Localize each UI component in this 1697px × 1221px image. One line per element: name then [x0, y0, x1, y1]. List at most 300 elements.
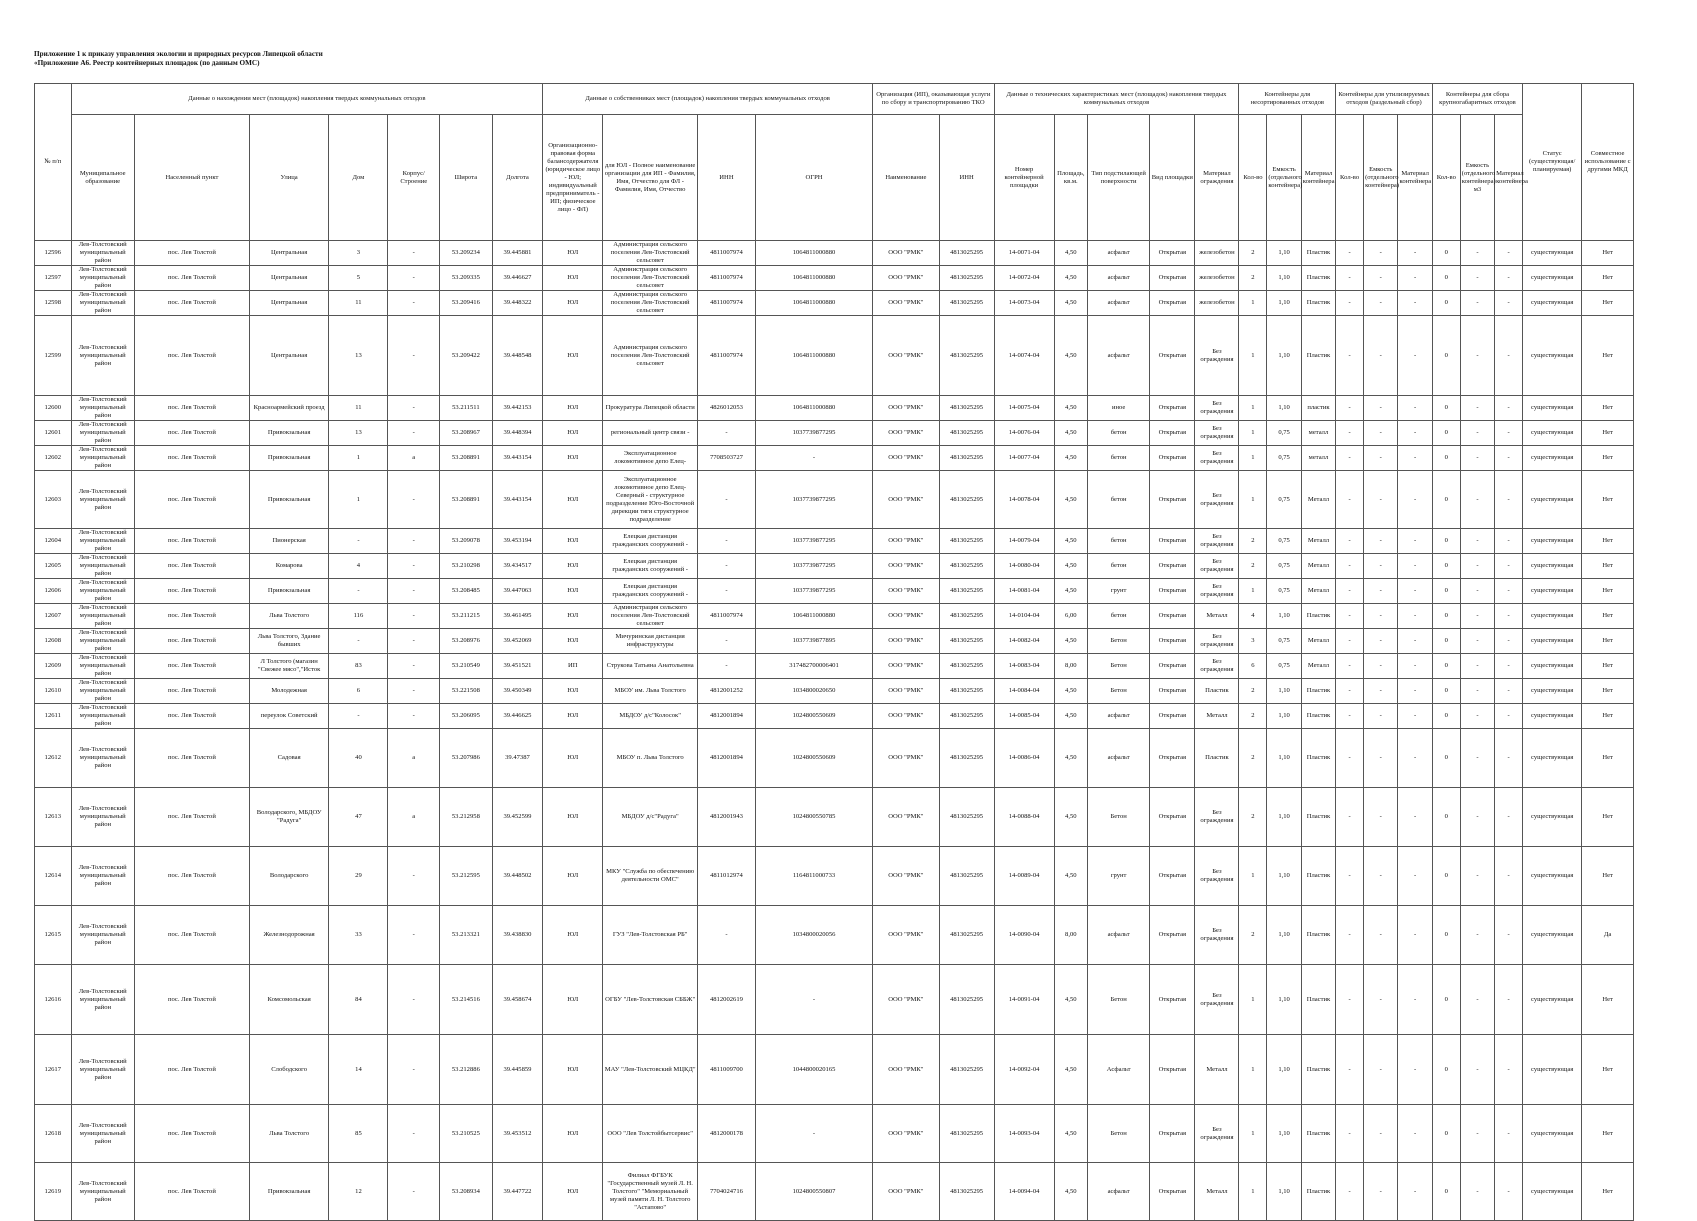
cell-site-number: 14-0083-04 — [994, 654, 1054, 679]
cell-lon: 39.446625 — [492, 704, 543, 729]
cell-unsorted-capacity: 1,10 — [1267, 679, 1301, 704]
cell-unsorted-capacity: 1,10 — [1267, 847, 1301, 906]
cell-recycle-qty: - — [1336, 554, 1364, 579]
cell-street: Садовая — [249, 729, 329, 788]
table-row — [35, 396, 1634, 421]
col-site-number: Номер контейнерной площадки — [994, 115, 1054, 241]
cell-operator-inn: 4813025295 — [939, 421, 994, 446]
cell-bulky-material: - — [1495, 906, 1523, 965]
cell-operator-name: ООО "РМК" — [873, 847, 940, 906]
cell-bulky-capacity: - — [1460, 654, 1494, 679]
cell-area: 4,50 — [1054, 1035, 1087, 1105]
cell-operator-inn: 4813025295 — [939, 396, 994, 421]
cell-lat: 53.209422 — [440, 316, 493, 396]
cell-bulky-capacity: - — [1460, 679, 1494, 704]
cell-bulky-qty: 0 — [1432, 1035, 1460, 1105]
cell-recycle-qty: - — [1336, 579, 1364, 604]
cell-bulky-qty: 0 — [1432, 421, 1460, 446]
cell-operator-name: ООО "РМК" — [873, 629, 940, 654]
cell-ogrn: 1037739877295 — [755, 471, 872, 529]
cell-site-number: 14-0076-04 — [994, 421, 1054, 446]
cell-operator-name: ООО "РМК" — [873, 579, 940, 604]
cell-recycle-material: - — [1398, 241, 1432, 266]
cell-site-type: Открытая — [1150, 421, 1195, 446]
cell-surface: асфальт — [1087, 316, 1149, 396]
cell-street: Центральная — [249, 291, 329, 316]
cell-operator-inn: 4813025295 — [939, 471, 994, 529]
cell-korpus: - — [388, 1163, 440, 1221]
cell-lat: 53.209234 — [440, 241, 493, 266]
cell-recycle-capacity: - — [1364, 729, 1398, 788]
cell-shared: Нет — [1582, 554, 1634, 579]
col-unsorted-capacity: Емкость (отдельного контейнера) — [1267, 115, 1301, 241]
cell-num: 12596 — [35, 241, 72, 266]
cell-owner-name: МКУ "Служба по обеспечению деятельности ОМС" — [603, 847, 698, 906]
cell-street: Пионерская — [249, 529, 329, 554]
cell-recycle-capacity: - — [1364, 554, 1398, 579]
cell-operator-name: ООО "РМК" — [873, 1163, 940, 1221]
cell-legal-form: ЮЛ — [543, 906, 603, 965]
cell-recycle-qty: - — [1336, 396, 1364, 421]
cell-house: - — [329, 629, 388, 654]
cell-bulky-qty: 0 — [1432, 704, 1460, 729]
cell-settlement: пос. Лев Толстой — [134, 604, 249, 629]
cell-street: Привокзальная — [249, 421, 329, 446]
cell-mo: Лев-Толстовский муниципальный район — [71, 679, 134, 704]
cell-bulky-qty: 0 — [1432, 471, 1460, 529]
cell-recycle-qty: - — [1336, 679, 1364, 704]
cell-recycle-capacity: - — [1364, 629, 1398, 654]
cell-site-number: 14-0086-04 — [994, 729, 1054, 788]
cell-settlement: пос. Лев Толстой — [134, 291, 249, 316]
cell-mo: Лев-Толстовский муниципальный район — [71, 729, 134, 788]
cell-shared: Нет — [1582, 604, 1634, 629]
cell-house: 33 — [329, 906, 388, 965]
cell-lat: 53.210298 — [440, 554, 493, 579]
cell-operator-inn: 4813025295 — [939, 906, 994, 965]
cell-street: Привокзальная — [249, 1163, 329, 1221]
cell-house: 83 — [329, 654, 388, 679]
cell-ogrn: 1064811000880 — [755, 604, 872, 629]
cell-area: 4,50 — [1054, 291, 1087, 316]
cell-mo: Лев-Толстовский муниципальный район — [71, 1105, 134, 1163]
cell-ogrn: 1037739877295 — [755, 554, 872, 579]
cell-bulky-qty: 0 — [1432, 906, 1460, 965]
cell-fence: Без ограждения — [1195, 906, 1239, 965]
cell-korpus: - — [388, 554, 440, 579]
cell-surface: бетон — [1087, 604, 1149, 629]
cell-area: 4,50 — [1054, 704, 1087, 729]
cell-lat: 53.211215 — [440, 604, 493, 629]
cell-street: Молодежная — [249, 679, 329, 704]
cell-site-type: Открытая — [1150, 629, 1195, 654]
cell-status: существующая — [1523, 554, 1582, 579]
cell-site-type: Открытая — [1150, 291, 1195, 316]
cell-status: существующая — [1523, 906, 1582, 965]
cell-recycle-qty: - — [1336, 604, 1364, 629]
cell-unsorted-qty: 1 — [1239, 396, 1267, 421]
cell-shared: Нет — [1582, 529, 1634, 554]
cell-fence: Пластик — [1195, 729, 1239, 788]
cell-unsorted-qty: 1 — [1239, 965, 1267, 1035]
cell-recycle-capacity: - — [1364, 446, 1398, 471]
cell-site-number: 14-0085-04 — [994, 704, 1054, 729]
cell-recycle-capacity: - — [1364, 704, 1398, 729]
cell-status: существующая — [1523, 629, 1582, 654]
cell-recycle-material: - — [1398, 629, 1432, 654]
cell-lon: 39.448502 — [492, 847, 543, 906]
cell-inn: - — [697, 471, 755, 529]
cell-bulky-qty: 0 — [1432, 1105, 1460, 1163]
cell-legal-form: ЮЛ — [543, 446, 603, 471]
cell-unsorted-qty: 1 — [1239, 421, 1267, 446]
col-legal-form: Организационно-правовая форма балансодержателя (юридическое лицо - ЮЛ; индивидуальный предприниматель - ИП; физическое лицо - ФЛ) — [543, 115, 603, 241]
cell-recycle-material: - — [1398, 729, 1432, 788]
cell-settlement: пос. Лев Толстой — [134, 906, 249, 965]
cell-street: Слободского — [249, 1035, 329, 1105]
cell-num: 12619 — [35, 1163, 72, 1221]
cell-unsorted-capacity: 1,10 — [1267, 241, 1301, 266]
cell-bulky-capacity: - — [1460, 1105, 1494, 1163]
cell-recycle-qty: - — [1336, 788, 1364, 847]
cell-legal-form: ЮЛ — [543, 679, 603, 704]
cell-area: 4,50 — [1054, 446, 1087, 471]
cell-site-type: Открытая — [1150, 788, 1195, 847]
cell-area: 6,00 — [1054, 604, 1087, 629]
col-bulky-material: Материал контейнера — [1495, 115, 1523, 241]
cell-recycle-capacity: - — [1364, 471, 1398, 529]
cell-area: 4,50 — [1054, 679, 1087, 704]
cell-settlement: пос. Лев Толстой — [134, 1105, 249, 1163]
cell-bulky-material: - — [1495, 1035, 1523, 1105]
cell-status: существующая — [1523, 965, 1582, 1035]
cell-fence: Металл — [1195, 1163, 1239, 1221]
cell-shared: Нет — [1582, 241, 1634, 266]
cell-mo: Лев-Толстовский муниципальный район — [71, 847, 134, 906]
cell-surface: асфальт — [1087, 1163, 1149, 1221]
cell-bulky-qty: 0 — [1432, 965, 1460, 1035]
cell-surface: асфальт — [1087, 291, 1149, 316]
cell-site-number: 14-0089-04 — [994, 847, 1054, 906]
cell-mo: Лев-Толстовский муниципальный район — [71, 579, 134, 604]
cell-surface: бетон — [1087, 446, 1149, 471]
group-location: Данные о нахождении мест (площадок) накопления твердых коммунальных отходов — [71, 84, 543, 115]
cell-unsorted-capacity: 1,10 — [1267, 1105, 1301, 1163]
cell-lon: 39.453512 — [492, 1105, 543, 1163]
cell-korpus: - — [388, 241, 440, 266]
cell-ogrn: 1024800550785 — [755, 788, 872, 847]
cell-bulky-qty: 0 — [1432, 554, 1460, 579]
cell-house: 11 — [329, 396, 388, 421]
cell-site-number: 14-0093-04 — [994, 1105, 1054, 1163]
cell-legal-form: ЮЛ — [543, 1035, 603, 1105]
cell-ogrn: 317482700006401 — [755, 654, 872, 679]
cell-mo: Лев-Толстовский муниципальный район — [71, 906, 134, 965]
cell-owner-name: МБДОУ д/с"Колосок" — [603, 704, 698, 729]
cell-bulky-capacity: - — [1460, 704, 1494, 729]
cell-site-type: Открытая — [1150, 729, 1195, 788]
cell-inn: 4812001252 — [697, 679, 755, 704]
cell-area: 4,50 — [1054, 629, 1087, 654]
col-lat: Широта — [440, 115, 493, 241]
cell-num: 12608 — [35, 629, 72, 654]
cell-unsorted-capacity: 0,75 — [1267, 446, 1301, 471]
cell-site-type: Открытая — [1150, 704, 1195, 729]
cell-settlement: пос. Лев Толстой — [134, 965, 249, 1035]
cell-unsorted-capacity: 0,75 — [1267, 421, 1301, 446]
cell-house: 1 — [329, 471, 388, 529]
cell-operator-inn: 4813025295 — [939, 446, 994, 471]
cell-korpus: - — [388, 291, 440, 316]
cell-lon: 39.446627 — [492, 266, 543, 291]
cell-recycle-qty: - — [1336, 965, 1364, 1035]
cell-legal-form: ЮЛ — [543, 704, 603, 729]
cell-unsorted-capacity: 1,10 — [1267, 316, 1301, 396]
cell-site-number: 14-0072-04 — [994, 266, 1054, 291]
cell-recycle-capacity: - — [1364, 604, 1398, 629]
cell-lat: 53.210549 — [440, 654, 493, 679]
cell-area: 4,50 — [1054, 1105, 1087, 1163]
cell-settlement: пос. Лев Толстой — [134, 679, 249, 704]
col-area: Площадь, кв.м. — [1054, 115, 1087, 241]
cell-owner-name: Администрация сельского поселения Лев-Толстовский сельсовет — [603, 604, 698, 629]
cell-lat: 53.207986 — [440, 729, 493, 788]
cell-street: Льва Толстого — [249, 604, 329, 629]
cell-site-number: 14-0082-04 — [994, 629, 1054, 654]
cell-operator-inn: 4813025295 — [939, 1105, 994, 1163]
cell-fence: Без ограждения — [1195, 421, 1239, 446]
cell-bulky-capacity: - — [1460, 554, 1494, 579]
cell-owner-name: ООО "Лев Толстойбытсервис" — [603, 1105, 698, 1163]
cell-surface: Бетон — [1087, 965, 1149, 1035]
cell-recycle-capacity: - — [1364, 847, 1398, 906]
cell-recycle-material: - — [1398, 421, 1432, 446]
cell-operator-inn: 4813025295 — [939, 291, 994, 316]
table-row — [35, 1163, 1634, 1221]
cell-lat: 53.209335 — [440, 266, 493, 291]
cell-korpus: а — [388, 788, 440, 847]
cell-street: Привокзальная — [249, 471, 329, 529]
cell-surface: Асфальт — [1087, 1035, 1149, 1105]
cell-unsorted-material: Металл — [1301, 579, 1335, 604]
cell-street: Л Толстого (магазин "Свежее мясо","Исток — [249, 654, 329, 679]
cell-bulky-qty: 0 — [1432, 396, 1460, 421]
cell-shared: Нет — [1582, 847, 1634, 906]
cell-mo: Лев-Толстовский муниципальный район — [71, 266, 134, 291]
cell-settlement: пос. Лев Толстой — [134, 729, 249, 788]
cell-unsorted-qty: 1 — [1239, 471, 1267, 529]
cell-area: 4,50 — [1054, 579, 1087, 604]
cell-recycle-qty: - — [1336, 446, 1364, 471]
cell-korpus: - — [388, 906, 440, 965]
cell-shared: Нет — [1582, 1035, 1634, 1105]
cell-owner-name: МБДОУ д/с"Радуга" — [603, 788, 698, 847]
cell-owner-name: ОГБУ "Лев-Толстовская СББЖ" — [603, 965, 698, 1035]
cell-unsorted-qty: 2 — [1239, 266, 1267, 291]
cell-inn: 4811007974 — [697, 604, 755, 629]
cell-status: существующая — [1523, 446, 1582, 471]
table-row — [35, 654, 1634, 679]
cell-bulky-qty: 0 — [1432, 847, 1460, 906]
cell-mo: Лев-Толстовский муниципальный район — [71, 554, 134, 579]
cell-owner-name: Администрация сельского поселения Лев-Толстовский сельсовет — [603, 291, 698, 316]
cell-recycle-qty: - — [1336, 1163, 1364, 1221]
cell-num: 12604 — [35, 529, 72, 554]
cell-lat: 53.221508 — [440, 679, 493, 704]
cell-unsorted-material: Пластик — [1301, 291, 1335, 316]
cell-inn: 4811007974 — [697, 266, 755, 291]
cell-ogrn: 1024800550807 — [755, 1163, 872, 1221]
cell-street: Красноармейский проезд — [249, 396, 329, 421]
cell-unsorted-capacity: 1,10 — [1267, 704, 1301, 729]
cell-unsorted-material: Металл — [1301, 529, 1335, 554]
cell-fence: Пластик — [1195, 679, 1239, 704]
cell-unsorted-material: Пластик — [1301, 847, 1335, 906]
cell-recycle-material: - — [1398, 604, 1432, 629]
cell-site-type: Открытая — [1150, 965, 1195, 1035]
cell-lon: 39.453194 — [492, 529, 543, 554]
cell-ogrn: 1037739877295 — [755, 529, 872, 554]
cell-operator-name: ООО "РМК" — [873, 529, 940, 554]
cell-korpus: - — [388, 965, 440, 1035]
cell-mo: Лев-Толстовский муниципальный район — [71, 421, 134, 446]
cell-status: существующая — [1523, 654, 1582, 679]
table-row — [35, 729, 1634, 788]
cell-bulky-capacity: - — [1460, 529, 1494, 554]
cell-fence: Без ограждения — [1195, 788, 1239, 847]
cell-operator-inn: 4813025295 — [939, 241, 994, 266]
cell-bulky-qty: 0 — [1432, 654, 1460, 679]
cell-site-type: Открытая — [1150, 1035, 1195, 1105]
cell-status: существующая — [1523, 421, 1582, 446]
cell-area: 4,50 — [1054, 965, 1087, 1035]
col-shared: Совместное использование с другими МКД — [1582, 84, 1634, 241]
cell-unsorted-qty: 1 — [1239, 1163, 1267, 1221]
cell-fence: Без ограждения — [1195, 396, 1239, 421]
cell-mo: Лев-Толстовский муниципальный район — [71, 529, 134, 554]
cell-recycle-qty: - — [1336, 729, 1364, 788]
cell-surface: Бетон — [1087, 654, 1149, 679]
cell-mo: Лев-Толстовский муниципальный район — [71, 316, 134, 396]
cell-ogrn: 1064811000880 — [755, 241, 872, 266]
cell-fence: Без ограждения — [1195, 446, 1239, 471]
cell-bulky-capacity: - — [1460, 396, 1494, 421]
cell-lat: 53.206095 — [440, 704, 493, 729]
cell-legal-form: ЮЛ — [543, 396, 603, 421]
cell-bulky-capacity: - — [1460, 421, 1494, 446]
cell-settlement: пос. Лев Толстой — [134, 529, 249, 554]
cell-fence: Металл — [1195, 1035, 1239, 1105]
cell-site-type: Открытая — [1150, 446, 1195, 471]
cell-status: существующая — [1523, 604, 1582, 629]
cell-operator-inn: 4813025295 — [939, 704, 994, 729]
cell-operator-inn: 4813025295 — [939, 1163, 994, 1221]
cell-shared: Нет — [1582, 316, 1634, 396]
cell-unsorted-material: Металл — [1301, 629, 1335, 654]
cell-bulky-material: - — [1495, 629, 1523, 654]
cell-operator-inn: 4813025295 — [939, 554, 994, 579]
cell-recycle-qty: - — [1336, 421, 1364, 446]
cell-num: 12618 — [35, 1105, 72, 1163]
cell-operator-name: ООО "РМК" — [873, 421, 940, 446]
cell-bulky-capacity: - — [1460, 729, 1494, 788]
cell-unsorted-material: Пластик — [1301, 1163, 1335, 1221]
table-row — [35, 788, 1634, 847]
cell-surface: Бетон — [1087, 629, 1149, 654]
cell-bulky-material: - — [1495, 1163, 1523, 1221]
cell-unsorted-qty: 1 — [1239, 1035, 1267, 1105]
cell-lon: 39.450349 — [492, 679, 543, 704]
cell-recycle-capacity: - — [1364, 1035, 1398, 1105]
group-unsorted-containers: Контейнеры для несортированных отходов — [1239, 84, 1336, 115]
cell-recycle-capacity: - — [1364, 965, 1398, 1035]
cell-num: 12612 — [35, 729, 72, 788]
cell-bulky-capacity: - — [1460, 316, 1494, 396]
cell-area: 8,00 — [1054, 906, 1087, 965]
cell-lon: 39.451521 — [492, 654, 543, 679]
cell-recycle-capacity: - — [1364, 291, 1398, 316]
cell-owner-name: МБОУ п. Льва Толстого — [603, 729, 698, 788]
col-unsorted-material: Материал контейнера — [1301, 115, 1335, 241]
cell-shared: Нет — [1582, 654, 1634, 679]
cell-site-number: 14-0088-04 — [994, 788, 1054, 847]
cell-street: Центральная — [249, 241, 329, 266]
cell-bulky-material: - — [1495, 679, 1523, 704]
cell-bulky-capacity: - — [1460, 291, 1494, 316]
cell-street: Комсомольская — [249, 965, 329, 1035]
cell-unsorted-capacity: 1,10 — [1267, 1163, 1301, 1221]
cell-legal-form: ЮЛ — [543, 729, 603, 788]
cell-fence: железобетон — [1195, 291, 1239, 316]
cell-site-number: 14-0074-04 — [994, 316, 1054, 396]
cell-recycle-capacity: - — [1364, 679, 1398, 704]
cell-lon: 39.445881 — [492, 241, 543, 266]
cell-street: Льва Толстого, Здание бывших — [249, 629, 329, 654]
cell-inn: - — [697, 529, 755, 554]
cell-site-number: 14-0081-04 — [994, 579, 1054, 604]
cell-bulky-material: - — [1495, 704, 1523, 729]
cell-lon: 39.452599 — [492, 788, 543, 847]
cell-mo: Лев-Толстовский муниципальный район — [71, 629, 134, 654]
cell-settlement: пос. Лев Толстой — [134, 396, 249, 421]
cell-unsorted-material: Металл — [1301, 554, 1335, 579]
cell-house: 13 — [329, 421, 388, 446]
cell-operator-name: ООО "РМК" — [873, 554, 940, 579]
cell-operator-name: ООО "РМК" — [873, 906, 940, 965]
cell-bulky-qty: 0 — [1432, 629, 1460, 654]
cell-surface: асфальт — [1087, 729, 1149, 788]
cell-operator-inn: 4813025295 — [939, 847, 994, 906]
cell-num: 12617 — [35, 1035, 72, 1105]
cell-operator-name: ООО "РМК" — [873, 729, 940, 788]
cell-area: 4,50 — [1054, 1163, 1087, 1221]
cell-house: 3 — [329, 241, 388, 266]
cell-num: 12609 — [35, 654, 72, 679]
cell-lon: 39.461495 — [492, 604, 543, 629]
cell-unsorted-capacity: 1,10 — [1267, 1035, 1301, 1105]
cell-unsorted-material: Пластик — [1301, 704, 1335, 729]
cell-recycle-qty: - — [1336, 704, 1364, 729]
cell-korpus: - — [388, 396, 440, 421]
cell-inn: 4811007974 — [697, 291, 755, 316]
table-row — [35, 604, 1634, 629]
cell-lat: 53.211511 — [440, 396, 493, 421]
cell-ogrn: 1064811000880 — [755, 316, 872, 396]
cell-recycle-material: - — [1398, 396, 1432, 421]
cell-owner-name: ГУЗ "Лев-Толстовская РБ" — [603, 906, 698, 965]
cell-settlement: пос. Лев Толстой — [134, 788, 249, 847]
cell-num: 12614 — [35, 847, 72, 906]
